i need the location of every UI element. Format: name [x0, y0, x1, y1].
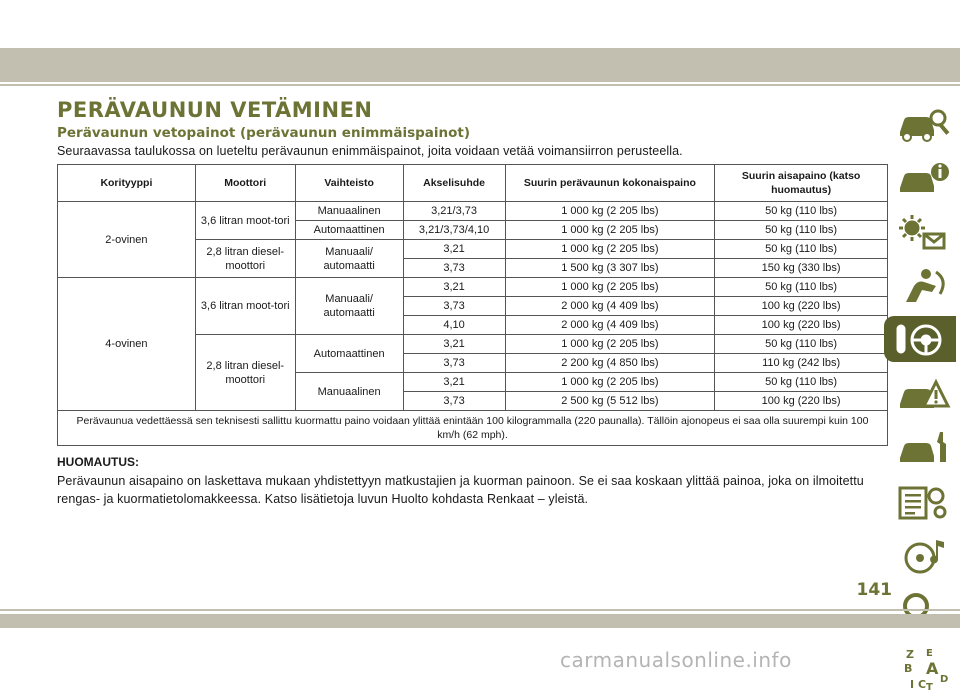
- engine-cell: 3,6 litran moot-tori: [195, 202, 295, 240]
- axle-ratio-cell: 3,73: [403, 259, 505, 278]
- axle-ratio-cell: 3,21/3,73/4,10: [403, 221, 505, 240]
- tongue-weight-cell: 50 kg (110 lbs): [715, 335, 888, 354]
- axle-ratio-cell: 3,73: [403, 354, 505, 373]
- tongue-weight-cell: 100 kg (220 lbs): [715, 297, 888, 316]
- header-engine: Moottori: [195, 165, 295, 202]
- safety-airbag-icon[interactable]: [888, 262, 960, 308]
- engine-cell: 3,6 litran moot-tori: [195, 278, 295, 335]
- header-transmission: Vaihteisto: [295, 165, 403, 202]
- axle-ratio-cell: 3,21: [403, 278, 505, 297]
- car-search-icon[interactable]: [888, 100, 960, 146]
- trailer-weight-cell: 2 500 kg (5 512 lbs): [505, 392, 715, 411]
- tongue-weight-cell: 50 kg (110 lbs): [715, 240, 888, 259]
- bottom-decorative-band: [0, 614, 960, 628]
- trailer-weight-cell: 1 000 kg (2 205 lbs): [505, 373, 715, 392]
- tongue-weight-cell: 150 kg (330 lbs): [715, 259, 888, 278]
- trailer-weight-cell: 1 000 kg (2 205 lbs): [505, 335, 715, 354]
- svg-text:I: I: [910, 678, 915, 691]
- section-subtitle: Perävaunun vetopainot (perävaunun enimmäispainot): [57, 125, 471, 141]
- table-header-row: [58, 165, 888, 202]
- body-type-cell: 4-ovinen: [58, 278, 196, 411]
- transmission-cell: Automaattinen: [295, 335, 403, 373]
- page-number: 141: [856, 580, 892, 600]
- top-divider: [0, 84, 960, 86]
- trailer-weight-cell: 1 000 kg (2 205 lbs): [505, 240, 715, 259]
- specifications-icon[interactable]: [888, 478, 960, 524]
- body-type-cell: 2-ovinen: [58, 202, 196, 278]
- transmission-cell: Manuaalinen: [295, 373, 403, 411]
- note-title: HUOMAUTUS:: [57, 455, 139, 469]
- svg-text:T: T: [926, 682, 933, 692]
- tongue-weight-cell: 100 kg (220 lbs): [715, 316, 888, 335]
- engine-cell: 2,8 litran diesel-moottori: [195, 335, 295, 411]
- trailer-weight-cell: 2 000 kg (4 409 lbs): [505, 316, 715, 335]
- transmission-cell: Manuaali/ automaatti: [295, 278, 403, 335]
- trailer-weight-cell: 1 500 kg (3 307 lbs): [505, 259, 715, 278]
- axle-ratio-cell: 3,21: [403, 335, 505, 354]
- steering-wheel-icon[interactable]: [884, 316, 956, 362]
- index-icon[interactable]: [888, 640, 960, 692]
- header-axle-ratio: Akselisuhde: [403, 165, 505, 202]
- axle-ratio-cell: 3,21/3,73: [403, 202, 505, 221]
- page-content: [57, 98, 887, 508]
- note-body: Perävaunun aisapaino on laskettava mukaan yhdistettyyn matkustajien ja kuorman painoon. Se ei saa koskaan ylittää painoa, joka on ilmoitettu rengas- ja kuormatietolomakkeessa. Katso lisätietoja luvun Huolto kohdasta Renkaat – yleistä.: [57, 474, 864, 506]
- table-row: [58, 278, 888, 297]
- svg-text:E: E: [926, 648, 933, 659]
- axle-ratio-cell: 3,73: [403, 297, 505, 316]
- tongue-weight-cell: 110 kg (242 lbs): [715, 354, 888, 373]
- warning-lights-icon[interactable]: [888, 208, 960, 254]
- header-max-trailer-weight: Suurin perävaunun kokonaispaino: [505, 165, 715, 202]
- transmission-cell: Manuaali/ automaatti: [295, 240, 403, 278]
- intro-text: Seuraavassa taulukossa on lueteltu perävaunun enimmäispainot, joita voidaan vetää voimansiirron perusteella.: [57, 144, 683, 158]
- header-max-tongue-weight: Suurin aisapaino (katso huomautus): [715, 165, 888, 202]
- axle-ratio-cell: 3,21: [403, 373, 505, 392]
- trailer-weight-cell: 1 000 kg (2 205 lbs): [505, 221, 715, 240]
- transmission-cell: Automaattinen: [295, 221, 403, 240]
- trailer-weight-cell: 1 000 kg (2 205 lbs): [505, 278, 715, 297]
- header-body-type: Korityyppi: [58, 165, 196, 202]
- tongue-weight-cell: 50 kg (110 lbs): [715, 221, 888, 240]
- top-decorative-band: [0, 48, 960, 82]
- page-title: PERÄVAUNUN VETÄMINEN: [57, 98, 373, 122]
- towing-weights-table: [57, 164, 888, 446]
- tongue-weight-cell: 100 kg (220 lbs): [715, 392, 888, 411]
- bottom-divider: [0, 609, 960, 611]
- tongue-weight-cell: 50 kg (110 lbs): [715, 373, 888, 392]
- tongue-weight-cell: 50 kg (110 lbs): [715, 278, 888, 297]
- trailer-weight-cell: 1 000 kg (2 205 lbs): [505, 202, 715, 221]
- chapter-tabs-sidebar: [888, 100, 960, 694]
- svg-text:D: D: [940, 674, 949, 685]
- car-info-icon[interactable]: [888, 154, 960, 200]
- transmission-cell: Manuaalinen: [295, 202, 403, 221]
- engine-cell: 2,8 litran diesel-moottori: [195, 240, 295, 278]
- axle-ratio-cell: 4,10: [403, 316, 505, 335]
- axle-ratio-cell: 3,21: [403, 240, 505, 259]
- svg-text:B: B: [904, 662, 913, 675]
- svg-text:Z: Z: [906, 648, 914, 661]
- trailer-weight-cell: 2 200 kg (4 850 lbs): [505, 354, 715, 373]
- axle-ratio-cell: 3,73: [403, 392, 505, 411]
- svg-text:C: C: [918, 678, 927, 691]
- table-footnote-row: [58, 411, 888, 446]
- table-row: [58, 202, 888, 221]
- watermark: carmanualsonline.info: [560, 648, 792, 672]
- car-service-icon[interactable]: [888, 424, 960, 470]
- table-footnote: Perävaunua vedettäessä sen teknisesti sallittu kuormattu paino voidaan ylittää enintään 100 kilogrammalla (220 paunalla). Tällöin ajonopeus ei saa olla suurempi kuin 100 km/h (62 mph).: [58, 411, 888, 446]
- trailer-weight-cell: 2 000 kg (4 409 lbs): [505, 297, 715, 316]
- tongue-weight-cell: 50 kg (110 lbs): [715, 202, 888, 221]
- multimedia-icon[interactable]: [888, 532, 960, 578]
- svg-text:A: A: [926, 659, 939, 678]
- roadside-emergency-icon[interactable]: [888, 370, 960, 416]
